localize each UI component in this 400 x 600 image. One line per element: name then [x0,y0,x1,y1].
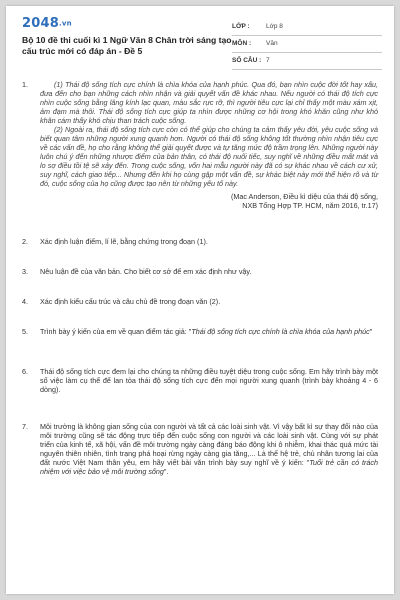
question-2 [22,237,378,246]
passage-paragraph-1: (1) Thái độ sống tích cực chính là chìa khóa của hạnh phúc. Qua đó, bạn nhìn cuộc đời tốt hay xấu, đưa đến cho bạn những cách nhìn nhận và giải quyết vấn đề khác nhau. Nếu người có thái độ tích cực nhìn cuộc sống bằng lăng kính lạc quan, màu sắc rực rỡ, thì người tiêu cực lại chỉ thấy một màu xám xịt, ảm đạm mà thôi. Thái độ sống tích cực giúp ta nhìn được những cơ hội trong khó khăn cũng như khó khăn cám thấy khó chịu than trách cuộc sống. [40,80,378,125]
question-text: Nêu luận đề của văn bản. Cho biết cơ sở để em xác định như vậy. [40,267,252,276]
question-5 [22,327,378,336]
question-text: Xác định luận điểm, lí lẽ, bằng chứng trong đoạn (1). [40,237,208,246]
source-line-1: (Mac Anderson, Điều kì diệu của thái độ sống, [230,192,378,201]
meta-row-class [232,20,382,36]
question-number: 1. [22,80,28,89]
passage-source [40,192,378,210]
question-3 [22,267,378,276]
question-7 [22,422,378,476]
question-text [40,327,378,336]
question-1 [22,80,378,210]
question-4 [22,297,378,306]
question-text: Thái độ sống tích cực đem lại cho chúng ta những điều tuyệt diệu trong cuộc sống. Em hãy trình bày một số việc làm cụ thể để lan tỏa thái độ sống tích cực đến mọi người xung quanh (trình bày khoảng 4 - 6 dòng). [40,367,378,394]
site-logo[interactable] [22,16,72,31]
source-line-2: NXB Tổng Hợp TP. HCM, năm 2016, tr.17) [242,201,378,210]
question-text: Xác định kiểu cấu trúc và câu chủ đề trong đoạn văn (2). [40,297,221,306]
question-tail: " [369,327,373,336]
question-quote: Thái độ sống tích cực chính là chìa khóa của hạnh phúc [191,327,370,336]
reading-passage [40,80,378,188]
question-text [40,422,378,476]
question-number: 4. [22,297,28,306]
document-page [6,6,394,594]
meta-value: 7 [266,57,270,64]
question-lead: Trình bày ý kiến của em về quan điểm tác giả: " [40,327,192,336]
meta-value: Lớp 8 [266,23,283,30]
document-title: Bộ 10 đề thi cuối kì 1 Ngữ Văn 8 Chân trời sáng tạo cấu trúc mới có đáp án - Đề 5 [22,35,232,56]
meta-row-count [232,54,382,70]
meta-table [232,20,382,71]
meta-row-subject [232,37,382,53]
question-number: 5. [22,327,28,336]
meta-key: LỚP : [232,23,250,30]
question-number: 7. [22,422,28,431]
question-6 [22,367,378,394]
question-number: 6. [22,367,28,376]
logo-main: 2048 [22,16,59,31]
passage-paragraph-2: (2) Ngoài ra, thái độ sống tích cực còn có thể giúp cho chúng ta cảm thấy yêu đời, yêu cuộc sống và biết quan tâm những người xung quanh hơn. Người có thái độ sống không tốt thường nhìn nhận tiêu cực về các vấn đề, họ cho rằng không thể giải quyết được và tự tăng mức độ trầm trọng lên. Những người này luôn chú ý đến những nhược điểm của bản thân, có thái độ nuối tiếc, suy nghĩ về những điều mất mát và lo sợ điều tồi tệ sẽ xảy đến. Trong cuộc sống, vốn hai mẫu người này đã có sự khác nhau về cách cư xử, suy nghĩ, cách giao tiếp... Nhưng đến khi họ cùng gặp một vấn đề, sự khác biệt này mới thể hiện rõ và từ đó, cuộc sống của họ cũng được tạo nên từ những yếu tố này. [40,125,378,188]
question-quote: Tuổi trẻ cần có trách nhiệm với việc bảo vệ môi trường sống [40,458,378,476]
logo-suffix: .vn [58,19,72,28]
meta-key: SỐ CÂU : [232,57,262,64]
question-lead: Môi trường là không gian sống của con người và tất cả các loài sinh vật. Vì vậy bất kì sự thay đổi nào của môi trường cũng sẽ tác động trực tiếp đến cuộc sống con người và các loài sinh vật. Cùng với sự phát triển của kinh tế, xã hội, vấn đề môi trường ngày càng đáng báo động khi ô nhiễm, khai thác quá mức tài nguyên thiên nhiên, tình trạng phá hoại rừng ngày càng gia tăng,... Là thế hệ trẻ, chủ nhân tương lai của đất nước Việt Nam thân yêu, em hãy viết bài văn trình bày suy nghĩ về ý kiến: " [40,422,378,467]
meta-value: Văn [266,40,278,47]
question-tail: ". [163,467,169,476]
question-number: 2. [22,237,28,246]
meta-key: MÔN : [232,40,252,47]
question-number: 3. [22,267,28,276]
